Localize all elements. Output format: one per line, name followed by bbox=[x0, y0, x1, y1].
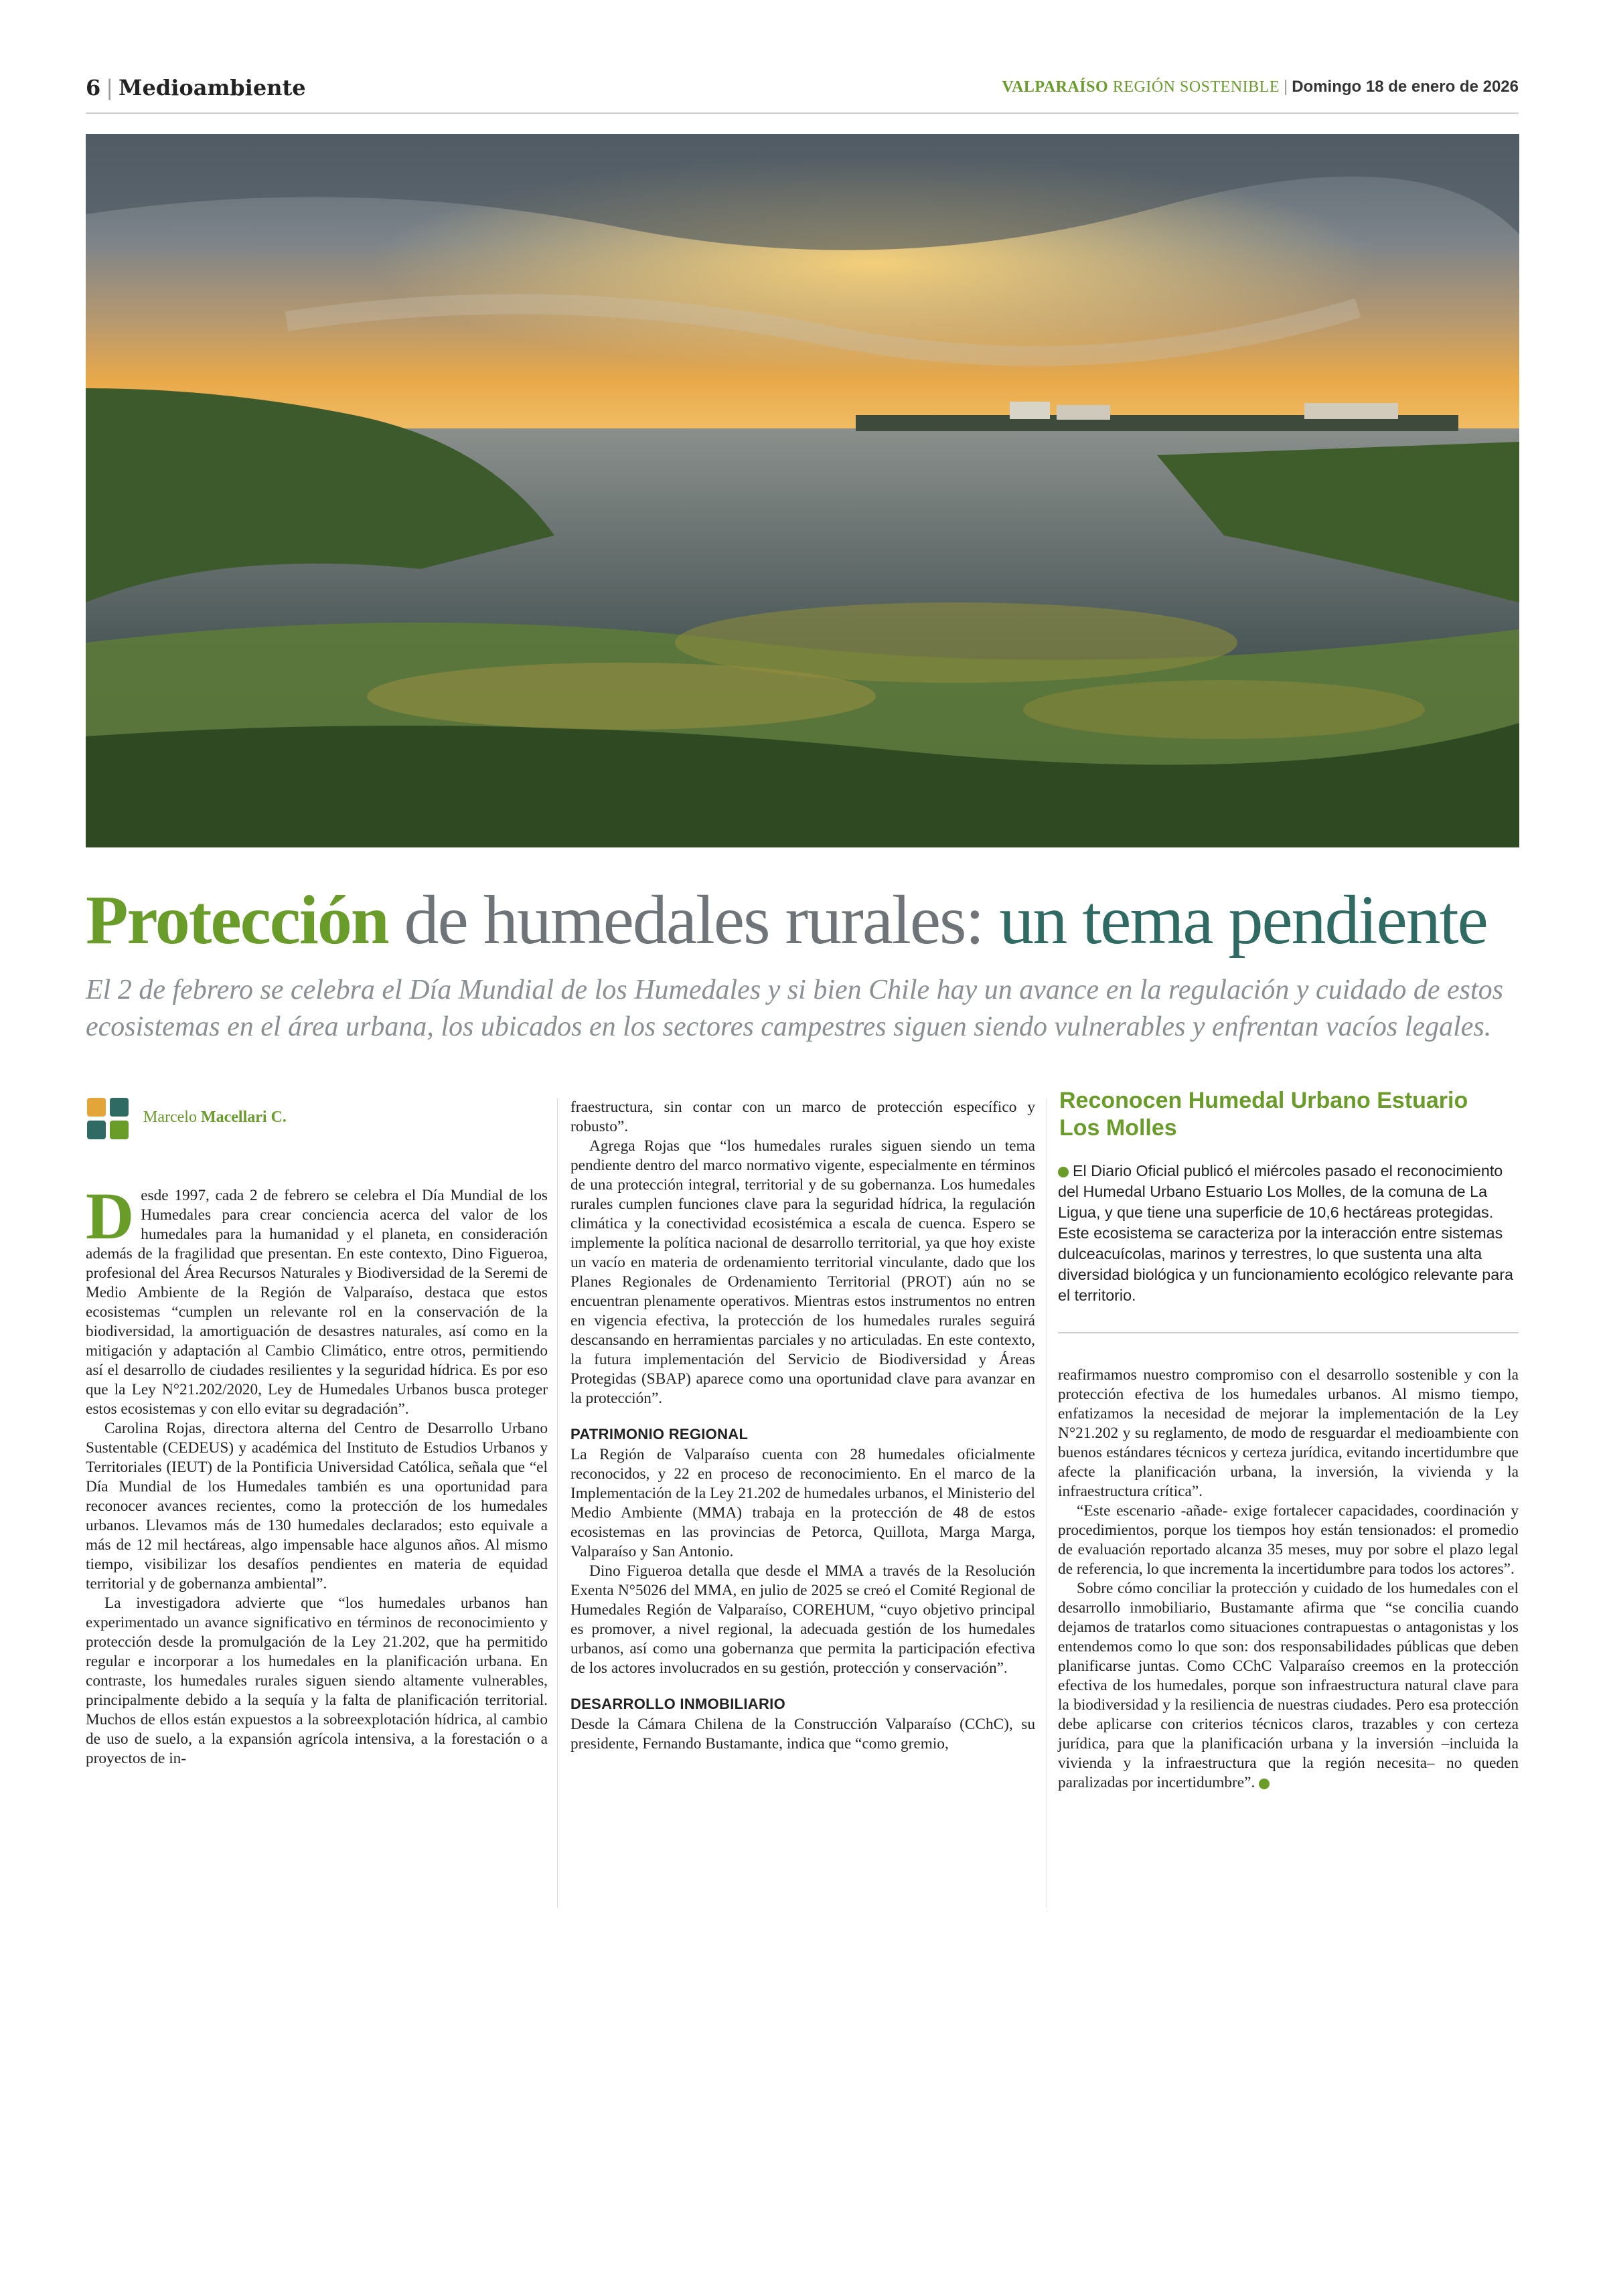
author-badge-icon bbox=[87, 1098, 130, 1141]
subheading: DESARROLLO INMOBILIARIO bbox=[570, 1696, 786, 1712]
headline-part-2: de humedales rurales: bbox=[388, 882, 984, 959]
author-first-name: Marcelo bbox=[143, 1109, 197, 1126]
brand-name: VALPARAÍSO bbox=[1002, 78, 1109, 96]
bullet-dot-icon bbox=[1058, 1167, 1069, 1177]
article-column-1 bbox=[86, 1179, 548, 1769]
paragraph bbox=[86, 1179, 548, 1419]
end-mark-icon bbox=[1259, 1779, 1270, 1789]
headline-part-1: Protección bbox=[86, 882, 388, 959]
author-last-name: Macellari C. bbox=[200, 1109, 287, 1126]
column-divider bbox=[557, 1098, 558, 1908]
deck-subtitle: El 2 de febrero se celebra el Día Mundial de los Humedales y si bien Chile hay un avance en la regulación y cuidado de estos ecosistemas en el área urbana, los ubicados en los sectores campestres siguen siendo vulnerables y enfrentan vacíos legales. bbox=[86, 975, 1504, 1042]
paragraph bbox=[1058, 1579, 1519, 1793]
paragraph: reafirmamos nuestro compromiso con el desarrollo sostenible y con la protección efectiva de los humedales urbanos. Al mismo tiempo, enfatizamos la necesidad de mejorar la implementación de la Ley N°21.202 y su reglamento, de modo de resguardar el medioambiente con buenos estándares técnicos y certeza jurídica, evitando incertidumbre que afecte la planificación urbana, la inversión, la vivienda y la infraestructura crítica”. bbox=[1058, 1366, 1519, 1500]
page-number: 6 bbox=[86, 75, 101, 100]
issue-date: Domingo 18 de enero de 2026 bbox=[1292, 78, 1519, 96]
sidebar-rule bbox=[1058, 1332, 1519, 1333]
paragraph: La Región de Valparaíso cuenta con 28 humedales oficialmente reconocidos, y 22 en proceso de reconocimiento. En el marco de la Implementación de la Ley 21.202 de humedales urbanos, el Ministerio del Medio Ambiente (MMA) trabaja en la protección de 48 de estos ecosistemas en las provincias de Petorca, Quillota, Marga Marga, Valparaíso y San Antonio. bbox=[570, 1446, 1035, 1560]
paragraph: “Este escenario -añade- exige fortalecer capacidades, coordinación y procedimientos, porque los tiempos hoy están tensionados: el promedio de evaluación reportado alcanza 35 meses, muy por sobre el plazo legal de referencia, lo que incrementa la incertidumbre para todos los actores”. bbox=[1058, 1502, 1519, 1578]
section-name: Medioambiente bbox=[119, 75, 306, 100]
header-rule bbox=[86, 112, 1519, 114]
headline bbox=[86, 882, 1559, 959]
drop-cap: D bbox=[86, 1179, 135, 1253]
sidebar-title: Reconocen Humedal Urbano Estuario Los Molles bbox=[1059, 1088, 1468, 1141]
paragraph: Dino Figueroa detalla que desde el MMA a través de la Resolución Exenta N°5026 del MMA, en julio de 2025 se creó el Comité Regional de Humedales Región de Valparaíso, COREHUM, “cuyo objetivo principal es promover, a nivel regional, la adecuada gestión de los humedales urbanos, así como una gobernanza que permita la participación efectiva de los actores involucrados en su gestión, protección y conservación”. bbox=[570, 1562, 1035, 1677]
subheading: PATRIMONIO REGIONAL bbox=[570, 1426, 749, 1443]
article-column-3 bbox=[1058, 1366, 1519, 1793]
headline-part-3: un tema pendiente bbox=[983, 882, 1487, 959]
page-header-right: VALPARAÍSO REGIÓN SOSTENIBLE | Domingo 18 de enero de 2026 bbox=[1002, 78, 1519, 96]
wetland-photo bbox=[86, 134, 1519, 847]
paragraph: La investigadora advierte que “los humedales urbanos han experimentado un avance significativo en términos de reconocimiento y protección desde la promulgación de la Ley 21.202, que ha permitido regular e incorporar a los humedales en la planificación urbana. En contraste, los humedales rurales siguen siendo altamente vulnerables, principalmente debido a la sequía y la falta de planificación territorial. Muchos de ellos están expuestos a la sobreexplotación hídrica, al cambio de uso de suelo, a la expansión agrícola intensiva, a la forestación o a proyectos de in- bbox=[86, 1594, 548, 1767]
paragraph: Desde la Cámara Chilena de la Construcción Valparaíso (CChC), su presidente, Fernando Bustamante, indica que “como gremio, bbox=[570, 1716, 1035, 1752]
paragraph: Agrega Rojas que “los humedales rurales siguen siendo un tema pendiente dentro del marco normativo vigente, especialmente en términos de una protección integral, territorial y de su gobernanza. Los humedales rurales cumplen funciones clave para la seguridad hídrica, la regulación climática y la conectividad ecosistémica a escala de cuenca. Espero se implemente la política nacional de desarrollo territorial, ya que hoy existe un vacío en materia de ordenamiento territorial vinculante, dado que los Planes Regionales de Ordenamiento Territorial (PROT) aún no se encuentran plenamente operativos. Mientras estos instrumentos no entren en vigencia efectiva, la protección de los humedales rurales seguirá descansando en herramientas parciales y no articuladas. En este contexto, la futura implementación del Servicio de Biodiversidad y Áreas Protegidas (SBAP) aparece como una oportunidad clave para avanzar en la protección”. bbox=[570, 1137, 1035, 1407]
sidebar-body bbox=[1058, 1161, 1519, 1306]
paragraph-text: Sobre cómo conciliar la protección y cuidado de los humedales con el desarrollo inmobiliario, Bustamante afirma que “se concilia cuando dejamos de tratarlos como situaciones contrapuestas o antagonistas y los entendemos como lo que son: dos responsabilidades públicas que deben planificarse juntas. Como CChC Valparaíso creemos en la protección efectiva de los humedales, porque son infraestructura natural clave para la biodiversidad y la resiliencia de nuestras ciudades. Pero esa protección debe aplicarse con criterios técnicos claros, trazables y con certeza jurídica, para que la planificación urbana y la inversión –incluida la vivienda y la infraestructura que la región necesita– no queden paralizadas por incertidumbre”. bbox=[1058, 1580, 1519, 1791]
brand-subtitle: REGIÓN SOSTENIBLE bbox=[1112, 78, 1280, 96]
byline bbox=[143, 1109, 287, 1127]
paragraph: fraestructura, sin contar con un marco de protección específico y robusto”. bbox=[570, 1098, 1035, 1135]
paragraph: Carolina Rojas, directora alterna del Centro de Desarrollo Urbano Sustentable (CEDEUS) y académica del Instituto de Estudios Urbanos y Territoriales (IEUT) de la Pontificia Universidad Católica, señala que “el Día Mundial de los Humedales también es una oportunidad para reconocer avances recientes, como la protección de los humedales urbanos. Llevamos más de 130 humedales declarados; esto equivale a más de 12 mil hectáreas, algo impensable hace algunos años. Al mismo tiempo, visibilizar los desafíos pendientes en materia de equidad territorial y de gobernanza ambiental”. bbox=[86, 1420, 548, 1592]
paragraph-text: esde 1997, cada 2 de febrero se celebra el Día Mundial de los Humedales para crear conciencia acerca del valor de los humedales para la humanidad y el planeta, en consideración además de la fragilidad que presentan. En este contexto, Dino Figueroa, profesional del Área Recursos Naturales y Biodiversidad de la Seremi de Medio Ambiente de la Región de Valparaíso, destaca que estos ecosistemas “cumplen un relevante rol en la conservación de la biodiversidad, la amortiguación de desastres naturales, así como en la mitigación y adaptación al Cambio Climático, entre otros, permitiendo así el desarrollo de ciudades resilientes y la seguridad hídrica. Es por eso que la Ley N°21.202/2020, Ley de Humedales Urbanos busca proteger estos ecosistemas y con ello evitar su degradación”. bbox=[86, 1187, 548, 1418]
page-header-left: 6 | Medioambiente bbox=[86, 75, 306, 100]
article-column-2 bbox=[570, 1098, 1035, 1754]
sidebar-text: El Diario Oficial publicó el miércoles pasado el reconocimiento del Humedal Urbano Estuario Los Molles, de la comuna de La Ligua, y que tiene una superficie de 10,6 hectáreas protegidas. Este ecosistema se caracteriza por la interacción entre sistemas dulceacuícolas, marinos y terrestres, lo que sustenta una alta diversidad biológica y un funcionamiento ecológico relevante para el territorio. bbox=[1058, 1162, 1513, 1304]
